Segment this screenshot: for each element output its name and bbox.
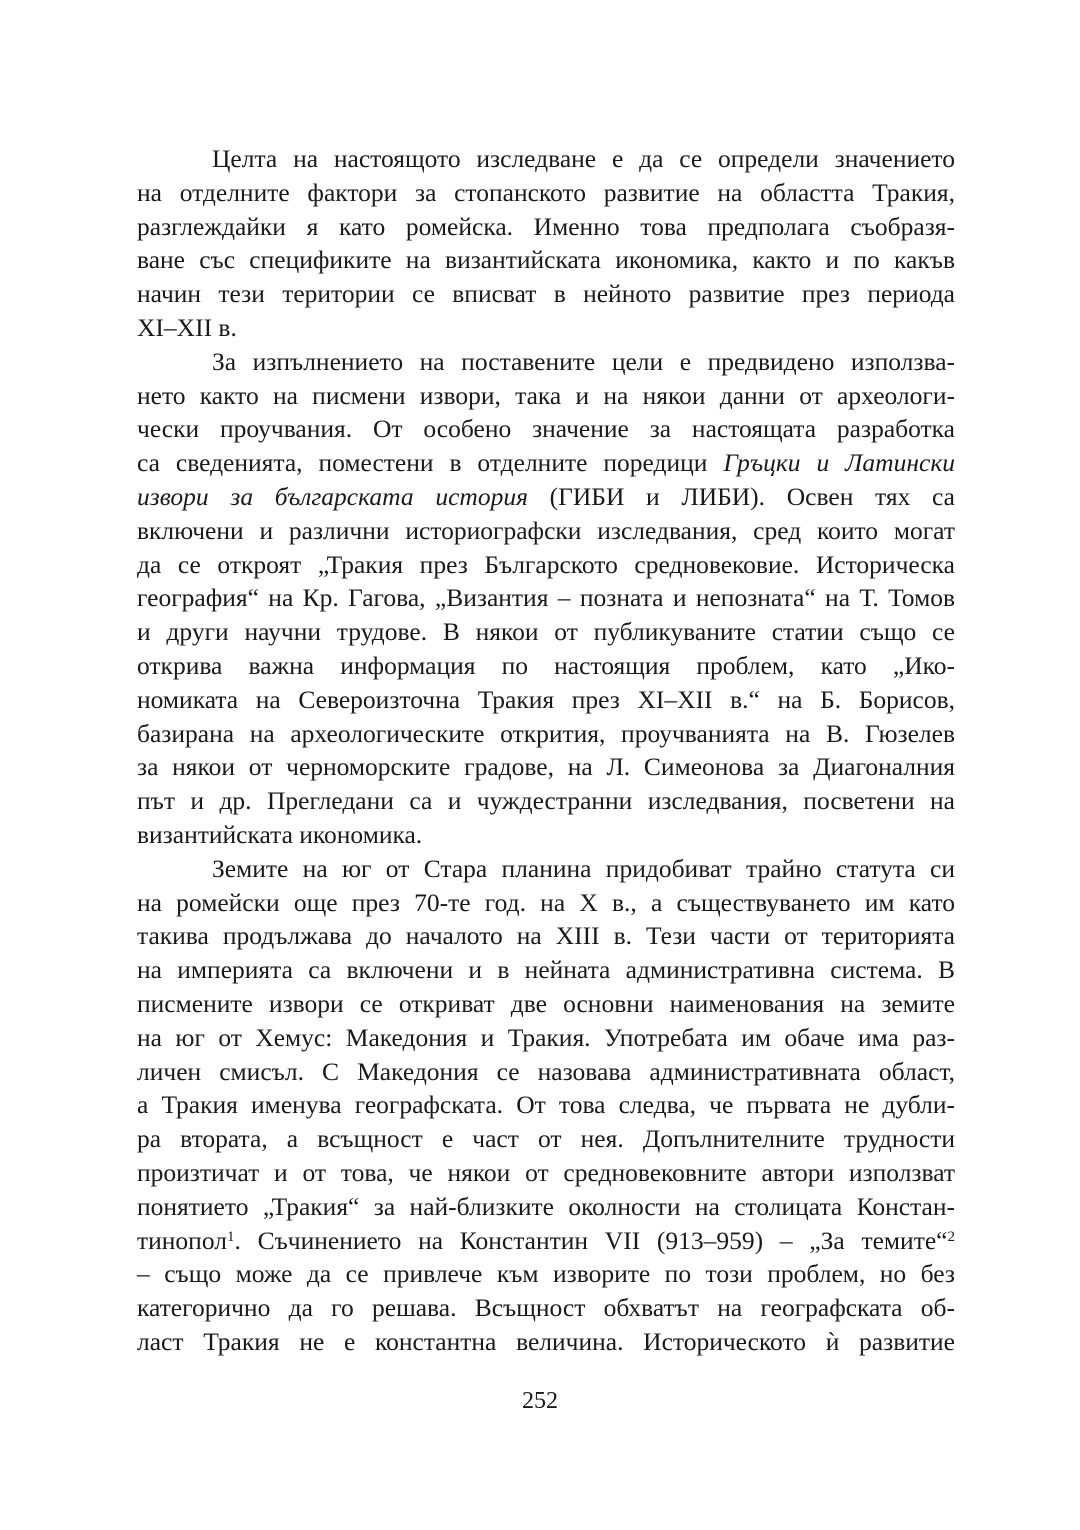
paragraph-1-line-2: на отделните фактори за стопанското развитие на областта Тракия, xyxy=(137,177,955,207)
body-text xyxy=(137,142,955,1359)
paragraph-2-line-8: география“ на Кр. Гагова, „Византия – позната и непозната“ на Т. Томов xyxy=(137,583,955,613)
paragraph-3-line-6: на юг от Хемус: Македония и Тракия. Употребата им обаче има раз- xyxy=(137,1022,955,1052)
paragraph-3-line-7: личен смисъл. С Македония се назовава административната област, xyxy=(137,1056,955,1086)
paragraph-2-line-10: открива важна информация по настоящия проблем, като „Ико- xyxy=(137,650,955,680)
paragraph-2-line-4: са сведенията, поместени в отделните поредици Гръцки и Латински xyxy=(137,448,955,478)
paragraph-2-line-2: нето както на писмени извори, така и на някои данни от археологи- xyxy=(137,380,955,410)
paragraph-3-line-15: ласт Тракия не е константна величина. Историческото ѝ развитие xyxy=(137,1326,955,1356)
series-title-italic: Гръцки и Латински xyxy=(723,448,955,478)
footnote-marker-1[interactable]: 1 xyxy=(226,1229,235,1245)
paragraph-3-line-14: категорично да го решава. Всъщност обхватът на географската об- xyxy=(137,1293,955,1323)
paragraph-2-line-15: византийската икономика. xyxy=(137,819,423,849)
paragraph-1-line-6: XI–XII в. xyxy=(137,312,237,342)
paragraph-3-line-8: а Тракия именува географската. От това следва, че първата не дубли- xyxy=(137,1090,955,1120)
paragraph-1-line-4: ване със спецификите на византийската икономика, както и по какъв xyxy=(137,245,955,275)
paragraph-3-line-10: произтичат и от това, че някои от средновековните автори използват xyxy=(137,1157,955,1187)
paragraph-2-line-13: за някои от черноморските градове, на Л. Симеонова за Диагоналния xyxy=(137,752,955,782)
page-number: 252 xyxy=(522,1388,558,1414)
paragraph-2-line-9: и други научни трудове. В някои от публикуваните статии също се xyxy=(137,617,955,647)
paragraph-3-line-3: такива продължава до началото на XIII в. Тези части от територията xyxy=(137,921,955,951)
paragraph-2-line-14: път и др. Прегледани са и чуждестранни изследвания, посветени на xyxy=(137,786,955,816)
footnote-marker-2[interactable]: 2 xyxy=(947,1229,955,1245)
paragraph-3-line-11: понятието „Тракия“ за най-близките околности на столицата Констан- xyxy=(137,1191,955,1221)
series-title-italic-cont: извори за българската история xyxy=(137,481,528,511)
paragraph-2-line-6: включени и различни историографски изследвания, сред които могат xyxy=(137,515,955,545)
paragraph-2-line-1: За изпълнението на поставените цели е предвидено използва- xyxy=(212,346,955,376)
paragraph-2-line-7: да се откроят „Тракия през Българското средновековие. Историческа xyxy=(137,549,955,579)
paragraph-2-line-3: чески проучвания. От особено значение за настоящата разработка xyxy=(137,414,955,444)
paragraph-2-line-5: извори за българската история (ГИБИ и ЛИБИ). Освен тях са xyxy=(137,481,955,511)
paragraph-2-line-11: номиката на Североизточна Тракия през XI–XII в.“ на Б. Борисов, xyxy=(137,684,955,714)
paragraph-2-line-12: базирана на археологическите открития, проучванията на В. Гюзелев xyxy=(137,718,955,748)
paragraph-3-line-5: писмените извори се откриват две основни наименования на земите xyxy=(137,988,955,1018)
paragraph-3-line-2: на ромейски още през 70-те год. на X в., а съществуването им като xyxy=(137,887,955,917)
paragraph-1-line-5: начин тези територии се вписват в нейното развитие през периода xyxy=(137,279,955,309)
paragraph-1-line-3: разглеждайки я като ромейска. Именно това предполага съобразя- xyxy=(137,211,955,241)
paragraph-3-line-9: ра втората, а всъщност е част от нея. Допълнителните трудности xyxy=(137,1124,955,1154)
paragraph-3-line-1: Земите на юг от Стара планина придобиват трайно статута си xyxy=(212,853,955,883)
paragraph-3-line-13: – също може да се привлече към изворите по този проблем, но без xyxy=(137,1259,955,1289)
paragraph-3-line-4: на империята са включени и в нейната административна система. В xyxy=(137,955,955,985)
paragraph-3-line-12: тинопол$^1$. Съчинението на Константин VII (913–959) – „За темите“$^2$ xyxy=(137,1225,955,1255)
paragraph-1-line-1: Целта на настоящото изследване е да се определи значението xyxy=(212,144,955,173)
